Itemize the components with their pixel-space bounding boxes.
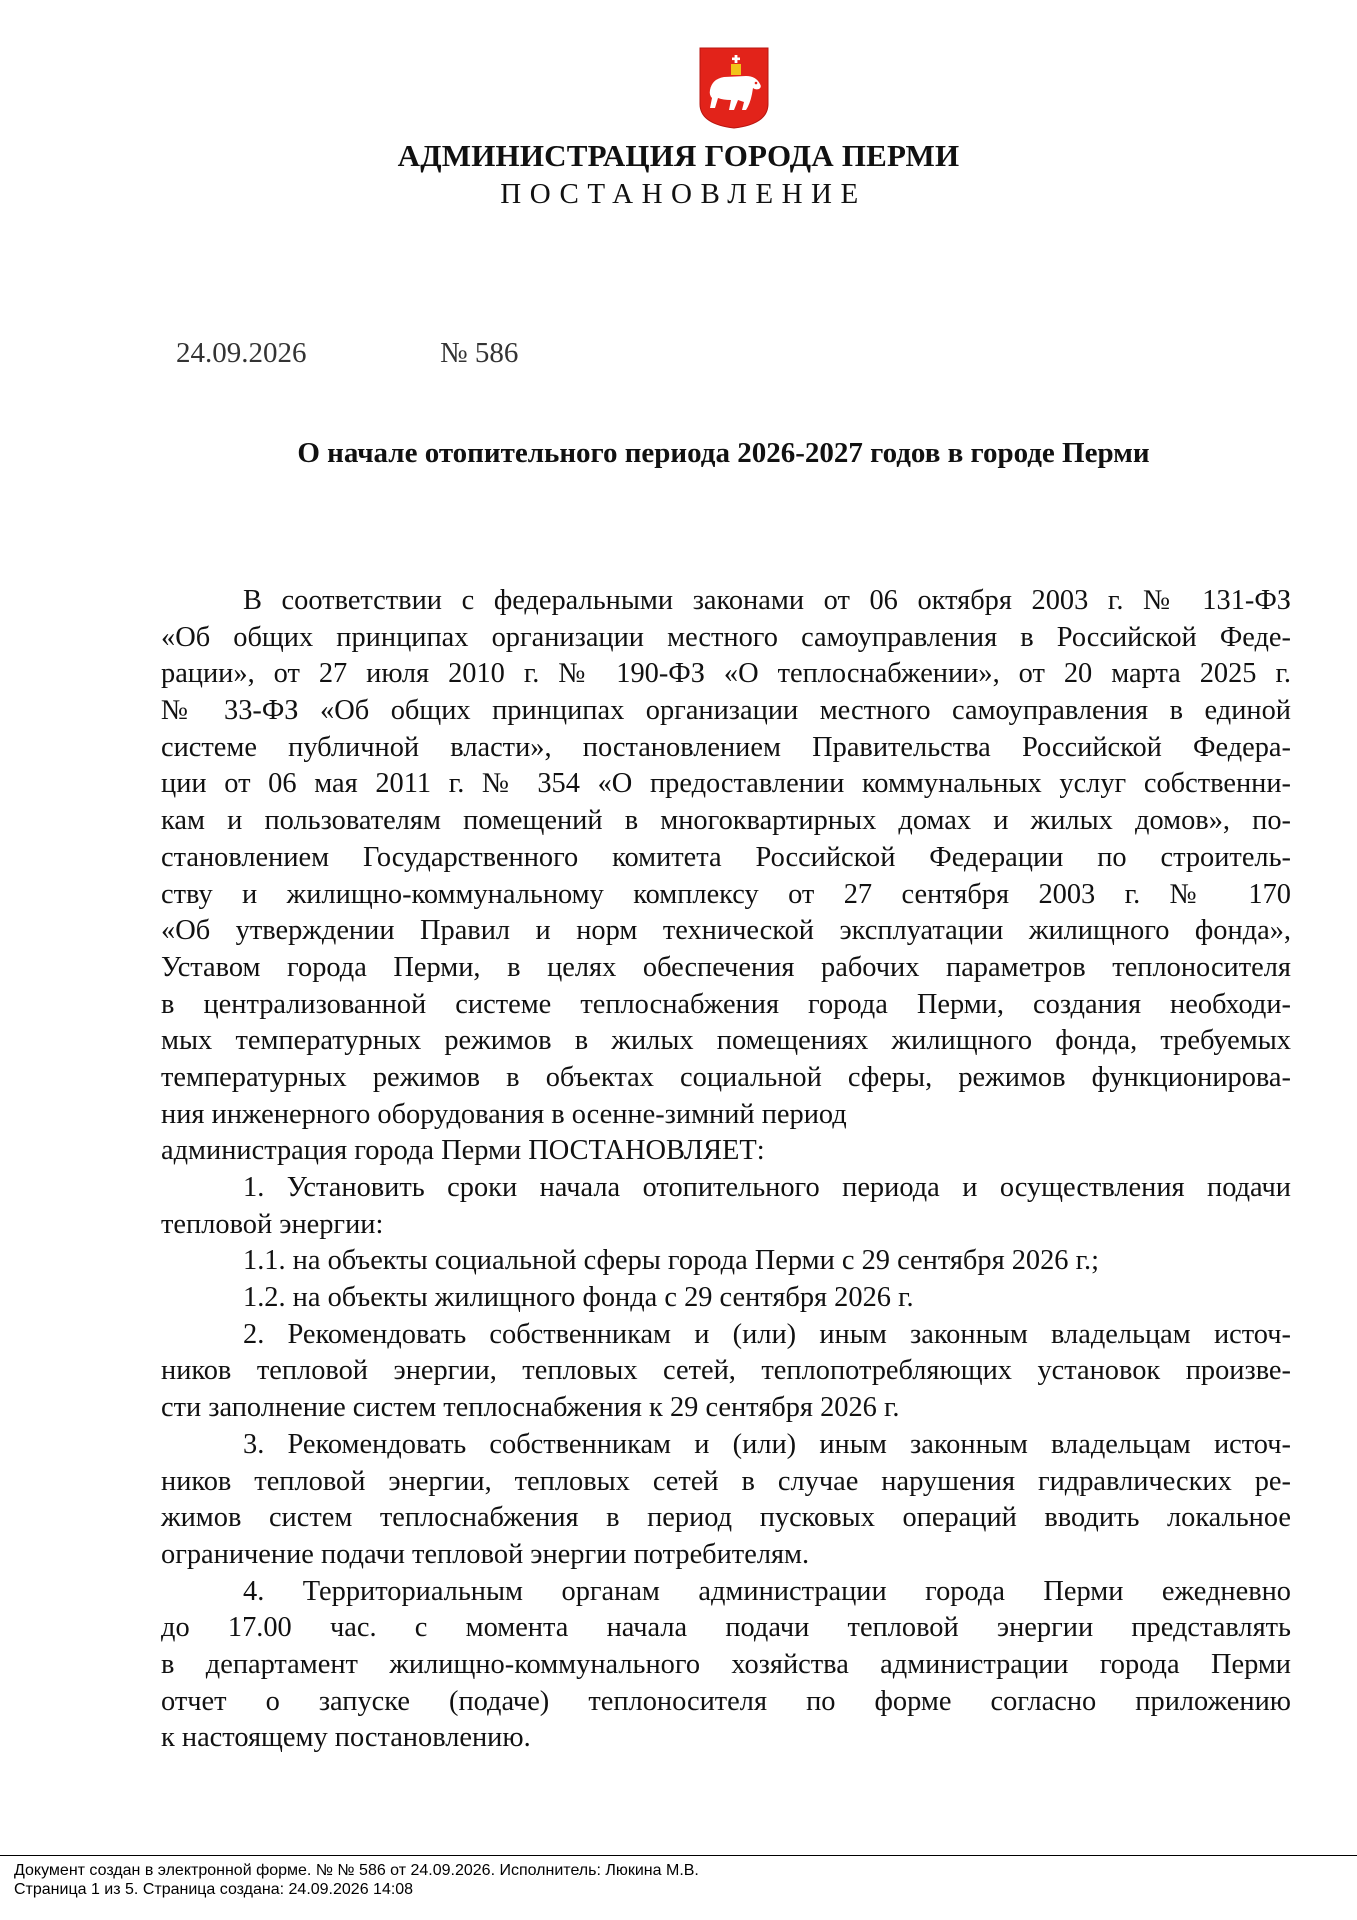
document-type: ПОСТАНОВЛЕНИЕ — [500, 178, 867, 210]
body-line: жимов систем теплоснабжения в период пусковых операций вводить локальное — [161, 1502, 1291, 1534]
body-line: ству и жилищно-коммунальному комплексу от 27 сентября 2003 г. № 170 — [161, 878, 1291, 910]
body-line: «Об утверждении Правил и норм технической эксплуатации жилищного фонда», — [161, 915, 1291, 947]
body-line: 1.2. на объекты жилищного фонда с 29 сентября 2026 г. — [243, 1282, 914, 1314]
body-line: ников тепловой энергии, тепловых сетей в случае нарушения гидравлических ре- — [161, 1465, 1291, 1497]
body-line: В соответствии с федеральными законами от 06 октября 2003 г. № 131-ФЗ — [243, 585, 1291, 616]
page-footer — [14, 1861, 699, 1899]
perm-coat-of-arms-icon — [698, 46, 770, 129]
body-line: 2. Рекомендовать собственникам и (или) иным законным владельцам источ- — [243, 1318, 1291, 1350]
body-line: ограничение подачи тепловой энергии потребителям. — [161, 1538, 810, 1570]
organization-name: АДМИНИСТРАЦИЯ ГОРОДА ПЕРМИ — [397, 138, 960, 173]
body-line: ников тепловой энергии, тепловых сетей, теплопотребляющих установок произве- — [161, 1355, 1291, 1387]
body-line: «Об общих принципах организации местного самоуправления в Российской Феде- — [161, 621, 1291, 653]
body-line: к настоящему постановлению. — [161, 1722, 531, 1754]
body-line: ции от 06 мая 2011 г. № 354 «О предоставлении коммунальных услуг собственни- — [161, 768, 1291, 800]
body-line: становлением Государственного комитета Российской Федерации по строитель- — [161, 841, 1291, 873]
document-date: 24.09.2026 — [176, 337, 307, 369]
body-line: администрация города Перми ПОСТАНОВЛЯЕТ: — [161, 1135, 765, 1167]
body-line: 4. Территориальным органам администрации города Перми ежедневно — [243, 1575, 1291, 1607]
body-line: отчет о запуске (подаче) теплоносителя по форме согласно приложению — [161, 1685, 1291, 1717]
body-line: рации», от 27 июля 2010 г. № 190-ФЗ «О теплоснабжении», от 20 марта 2025 г. — [161, 658, 1291, 690]
body-line: температурных режимов в объектах социальной сферы, режимов функционирова- — [161, 1061, 1291, 1093]
body-line: в департамент жилищно-коммунального хозяйства администрации города Перми — [161, 1648, 1291, 1680]
body-line: ния инженерного оборудования в осенне-зимний период — [161, 1098, 847, 1130]
body-line: системе публичной власти», постановлением Правительства Российской Федера- — [161, 731, 1291, 763]
body-line: 1.1. на объекты социальной сферы города Перми с 29 сентября 2026 г.; — [243, 1245, 1100, 1277]
body-line: мых температурных режимов в жилых помещениях жилищного фонда, требуемых — [161, 1025, 1291, 1057]
document-number: № 586 — [440, 337, 519, 369]
footer-line-1: Документ создан в электронной форме. № № 586 от 24.09.2026. Исполнитель: Люкина М.В. — [14, 1862, 699, 1879]
body-line: 3. Рекомендовать собственникам и (или) иным законным владельцам источ- — [243, 1428, 1291, 1460]
body-line: до 17.00 час. с момента начала подачи тепловой энергии представлять — [161, 1612, 1291, 1644]
body-line: тепловой энергии: — [161, 1208, 384, 1240]
footer-divider — [0, 1855, 1357, 1856]
body-line: № 33-ФЗ «Об общих принципах организации местного самоуправления в единой — [161, 695, 1291, 727]
body-line: кам и пользователям помещений в многоквартирных домах и жилых домов», по- — [161, 805, 1291, 837]
body-line: Уставом города Перми, в целях обеспечения рабочих параметров теплоносителя — [161, 951, 1291, 983]
body-line: сти заполнение систем теплоснабжения к 29 сентября 2026 г. — [161, 1392, 900, 1424]
body-line: в централизованной системе теплоснабжения города Перми, создания необходи- — [161, 988, 1291, 1020]
document-body — [161, 583, 1291, 1757]
document-title: О начале отопительного периода 2026-2027 годов в городе Перми — [297, 437, 1150, 469]
footer-line-2: Страница 1 из 5. Страница создана: 24.09.2026 14:08 — [14, 1881, 414, 1898]
body-line: 1. Установить сроки начала отопительного периода и осуществления подачи — [243, 1172, 1291, 1203]
